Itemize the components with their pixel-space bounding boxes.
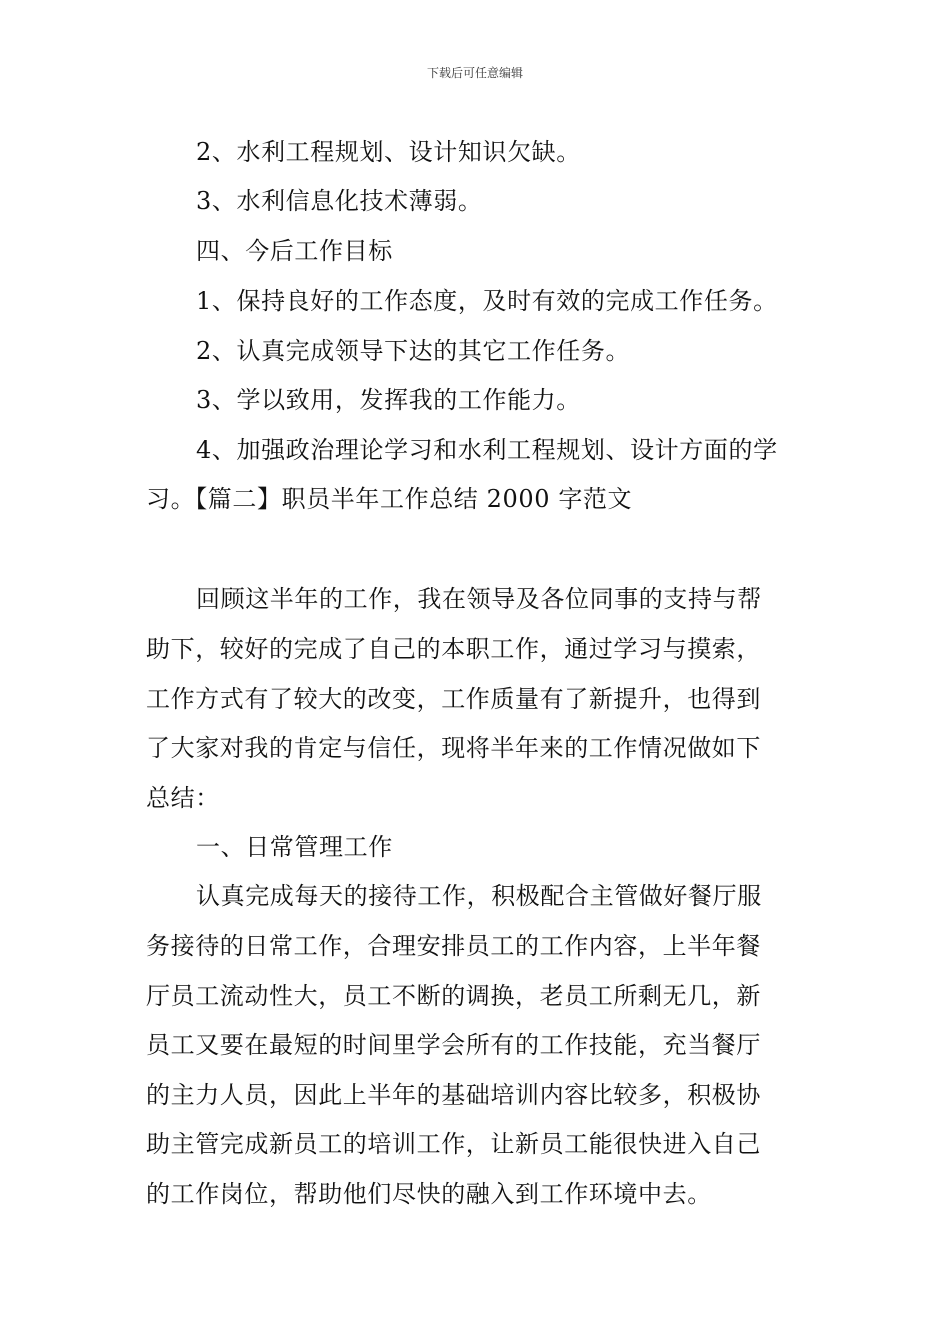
text-line: 2、认真完成领导下达的其它工作任务。 <box>196 337 631 365</box>
text-line: 助下，较好的完成了自己的本职工作，通过学习与摸索， <box>146 635 761 663</box>
section-heading: 一、日常管理工作 <box>196 833 393 861</box>
text-line: 3、学以致用，发挥我的工作能力。 <box>196 386 581 414</box>
text-line: 了大家对我的肯定与信任，现将半年来的工作情况做如下 <box>146 734 761 762</box>
text-line: 的主力人员，因此上半年的基础培训内容比较多，积极协 <box>146 1081 761 1109</box>
text-line: 员工又要在最短的时间里学会所有的工作技能，充当餐厅 <box>146 1031 761 1059</box>
text-line: 回顾这半年的工作，我在领导及各位同事的支持与帮 <box>196 585 762 613</box>
text-line: 工作方式有了较大的改变，工作质量有了新提升，也得到 <box>146 685 761 713</box>
text-line: 1、保持良好的工作态度，及时有效的完成工作任务。 <box>196 287 778 315</box>
text-line: 2、水利工程规划、设计知识欠缺。 <box>196 138 581 166</box>
text-line: 3、水利信息化技术薄弱。 <box>196 187 483 215</box>
text-line: 4、加强政治理论学习和水利工程规划、设计方面的学 <box>196 436 778 464</box>
text-line: 习。【篇二】职员半年工作总结 2000 字范文 <box>146 485 633 513</box>
text-line: 总结： <box>146 784 220 812</box>
text-line: 的工作岗位，帮助他们尽快的融入到工作环境中去。 <box>146 1180 712 1208</box>
page-header: 下载后可任意编辑 <box>426 66 523 80</box>
text-line: 厅员工流动性大，员工不断的调换，老员工所剩无几，新 <box>146 982 761 1010</box>
section-heading: 四、今后工作目标 <box>196 237 393 265</box>
text-line: 务接待的日常工作，合理安排员工的工作内容，上半年餐 <box>146 932 761 960</box>
text-line: 助主管完成新员工的培训工作，让新员工能很快进入自己 <box>146 1130 761 1158</box>
text-line: 认真完成每天的接待工作，积极配合主管做好餐厅服 <box>196 882 762 910</box>
